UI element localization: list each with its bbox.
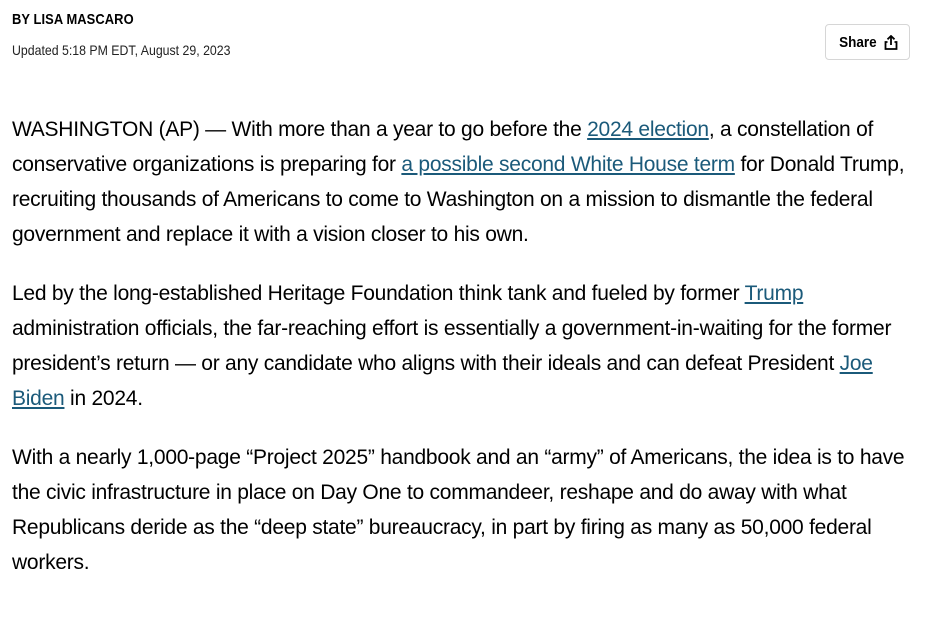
link-trump[interactable]: Trump [744,282,804,305]
paragraph-text: in 2024. [64,387,143,410]
paragraph-text: administration officials, the far-reaching effort is essentially a government-in-waiting for the former president’s return — or any candidate who aligns with their ideals and can defeat President [12,317,892,375]
article-body [12,112,917,604]
paragraph-text: , a constellation of conservative organizations is preparing for [12,118,874,176]
paragraph-text: for Donald Trump, recruiting thousands of Americans to come to Washington on a mission to dismantle the federal government and replace it with a vision closer to his own. [12,153,905,246]
paragraph-3 [12,440,917,580]
byline: BY LISA MASCARO [12,11,134,28]
share-button[interactable] [825,24,910,60]
link-second-white-house-term[interactable]: a possible second White House term [401,153,735,176]
link-2024-election[interactable]: 2024 election [587,118,709,141]
paragraph-text: Led by the long-established Heritage Foundation think tank and fueled by former [12,282,745,305]
paragraph-2 [12,276,917,416]
share-icon [884,35,898,50]
paragraph-text: With a nearly 1,000-page “Project 2025” handbook and an “army” of Americans, the idea is to have the civic infrastructure in place on Day One to commandeer, reshape and do away with what Republicans deride as the “deep state” bureaucracy, in part by firing as many as 50,000 federal workers. [12,446,905,574]
link-joe-biden[interactable]: Joe Biden [12,352,873,410]
share-label: Share [839,33,877,51]
updated-timestamp: Updated 5:18 PM EDT, August 29, 2023 [12,42,231,58]
paragraph-1 [12,112,917,252]
paragraph-text: WASHINGTON (AP) — With more than a year to go before the [12,118,588,141]
